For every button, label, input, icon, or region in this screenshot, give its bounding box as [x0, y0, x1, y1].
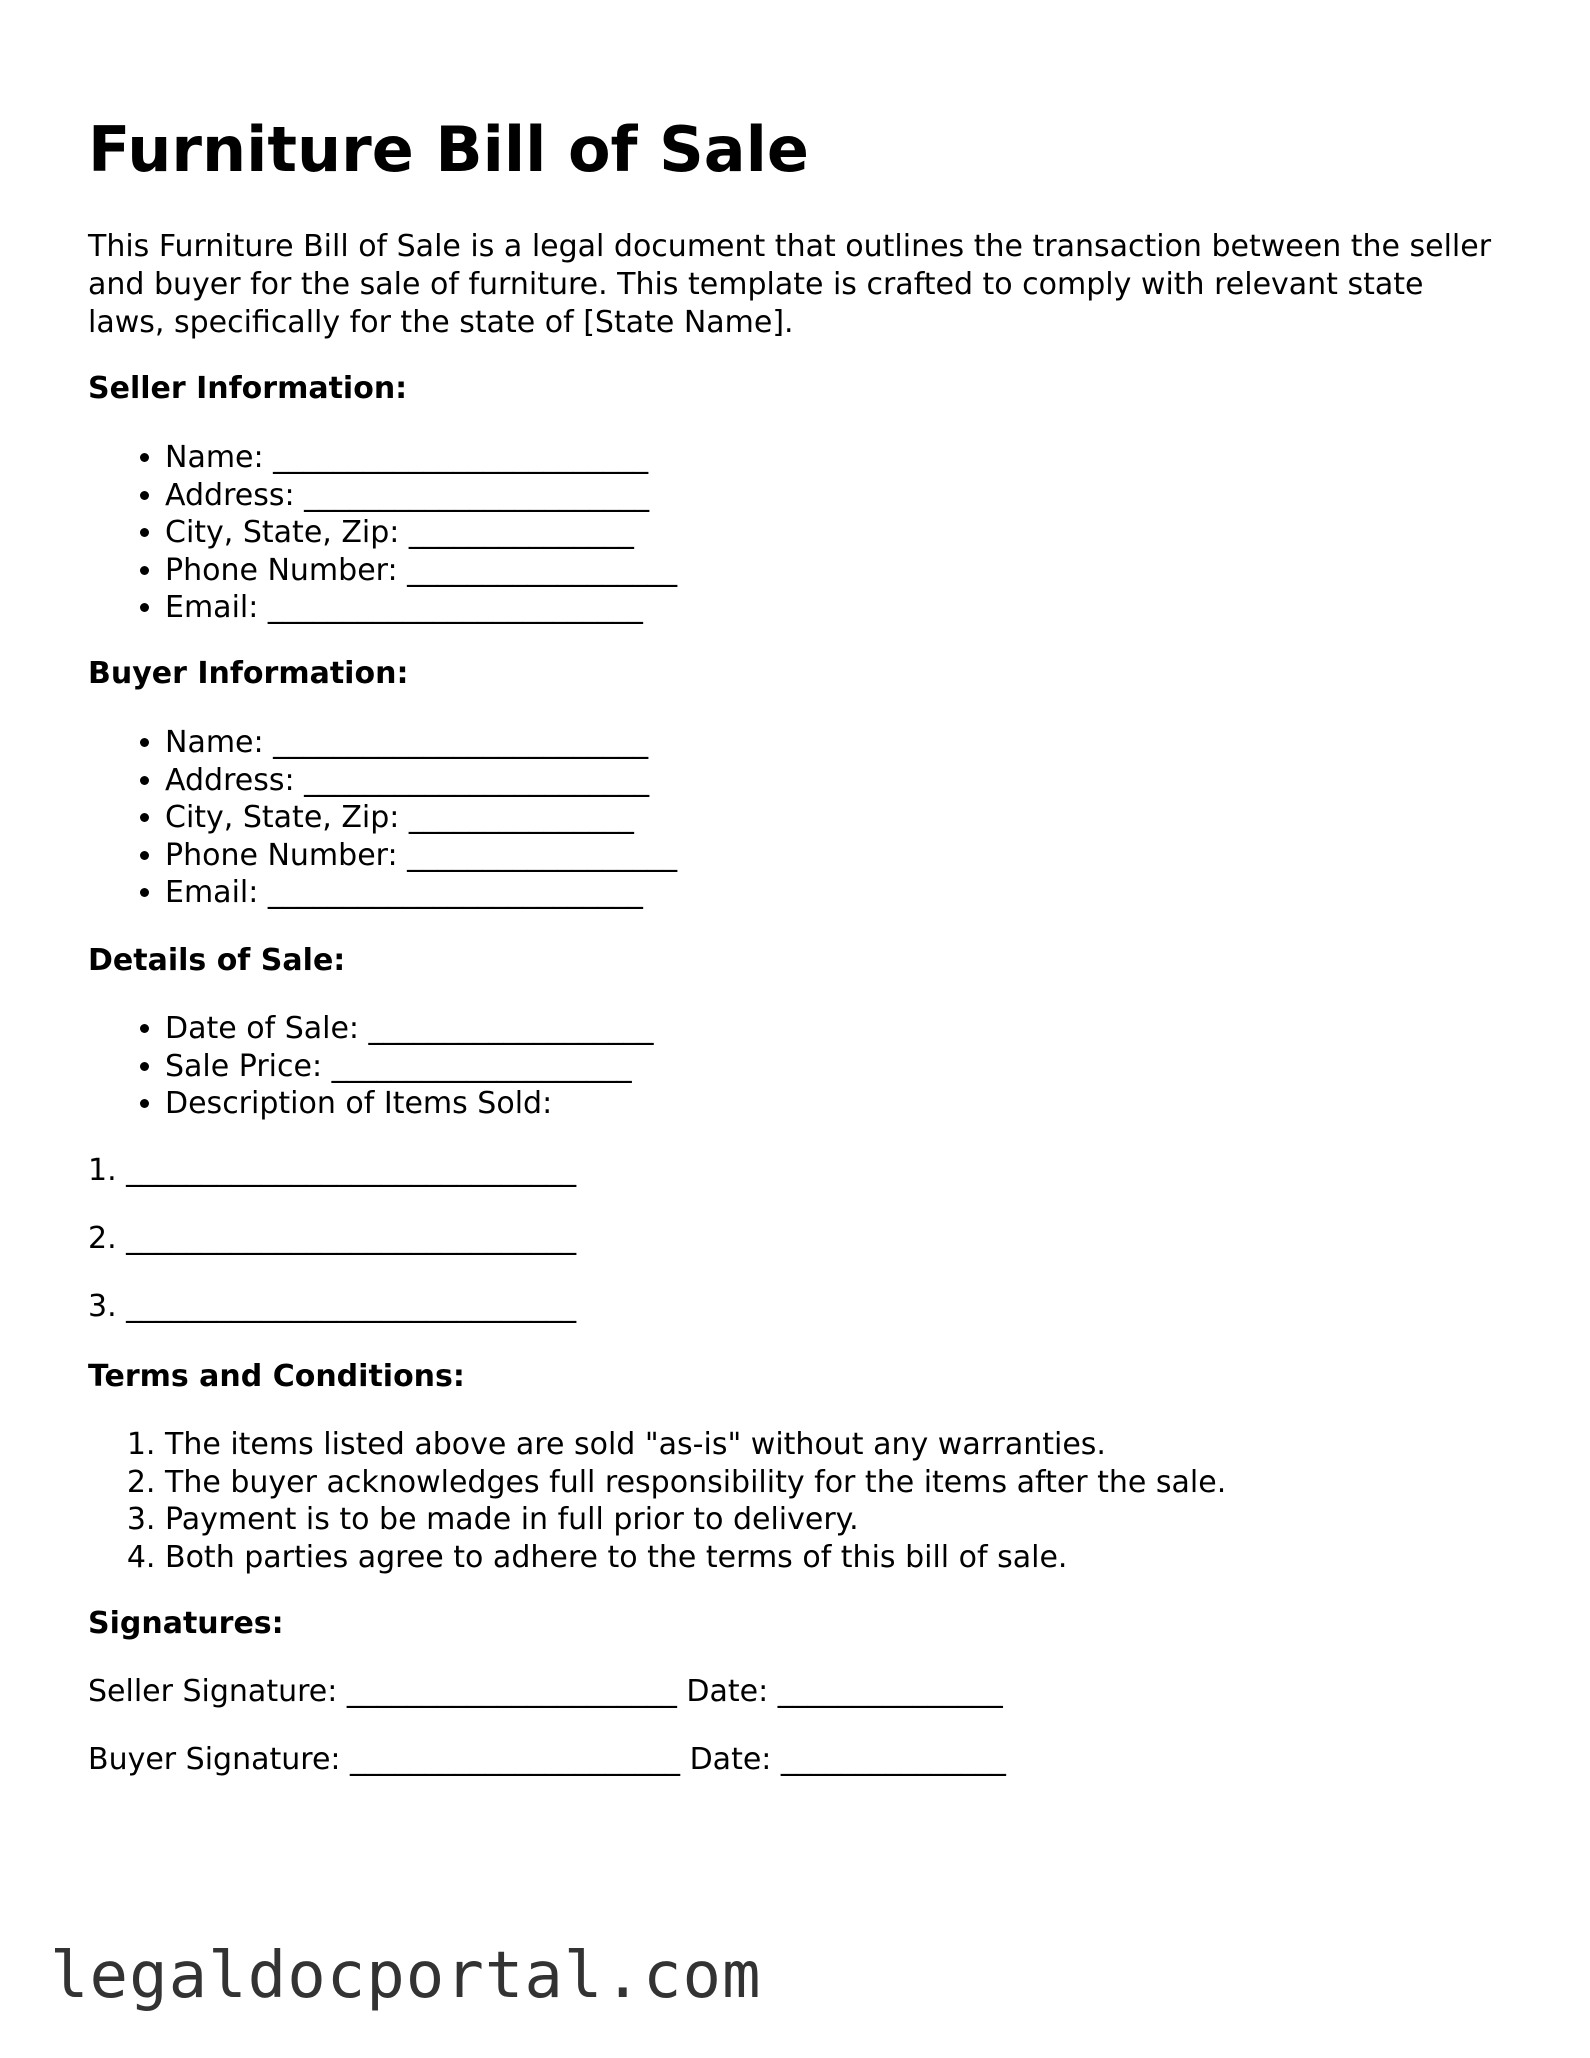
- buyer-signature-line: Buyer Signature: ______________________ Date: _______________: [88, 1742, 1006, 1777]
- intro-paragraph: This Furniture Bill of Sale is a legal document that outlines the transaction between the seller and buyer for the sale of furniture. This template is crafted to comply with relevant state laws, specifically for the state of [State Name].: [88, 229, 1492, 340]
- watermark-logo: legaldocportal.com: [50, 1939, 762, 2013]
- terms-list: [88, 1426, 1226, 1576]
- seller-address-field: • Address: _______________________: [165, 477, 677, 515]
- sale-date-field: • Date of Sale: ___________________: [165, 1010, 654, 1048]
- terms-heading: Terms and Conditions:: [88, 1359, 465, 1394]
- item-line-1: 1. ______________________________: [88, 1153, 577, 1188]
- sale-price-field: • Sale Price: ____________________: [165, 1048, 654, 1086]
- seller-signature-line: Seller Signature: ______________________ Date: _______________: [88, 1674, 1003, 1709]
- buyer-phone-field: • Phone Number: __________________: [165, 837, 677, 875]
- seller-name-field: • Name: _________________________: [165, 439, 677, 477]
- sale-fields-list: [88, 1010, 654, 1123]
- term-item: 4. Both parties agree to adhere to the terms of this bill of sale.: [165, 1539, 1226, 1577]
- seller-phone-field: • Phone Number: __________________: [165, 552, 677, 590]
- buyer-city-state-zip-field: • City, State, Zip: _______________: [165, 799, 677, 837]
- signatures-heading: Signatures:: [88, 1606, 284, 1641]
- buyer-address-field: • Address: _______________________: [165, 762, 677, 800]
- buyer-heading: Buyer Information:: [88, 656, 409, 691]
- buyer-email-field: • Email: _________________________: [165, 874, 677, 912]
- seller-email-field: • Email: _________________________: [165, 589, 677, 627]
- seller-city-state-zip-field: • City, State, Zip: _______________: [165, 514, 677, 552]
- seller-fields-list: [88, 439, 677, 627]
- buyer-name-field: • Name: _________________________: [165, 724, 677, 762]
- document-title: Furniture Bill of Sale: [88, 113, 809, 186]
- seller-heading: Seller Information:: [88, 371, 408, 406]
- sale-details-heading: Details of Sale:: [88, 943, 346, 978]
- item-line-2: 2. ______________________________: [88, 1221, 577, 1256]
- items-description-label: • Description of Items Sold:: [165, 1085, 654, 1123]
- buyer-fields-list: [88, 724, 677, 912]
- item-line-3: 3. ______________________________: [88, 1289, 577, 1324]
- term-item: 2. The buyer acknowledges full responsibility for the items after the sale.: [165, 1464, 1226, 1502]
- term-item: 3. Payment is to be made in full prior to delivery.: [165, 1501, 1226, 1539]
- term-item: 1. The items listed above are sold "as-is" without any warranties.: [165, 1426, 1226, 1464]
